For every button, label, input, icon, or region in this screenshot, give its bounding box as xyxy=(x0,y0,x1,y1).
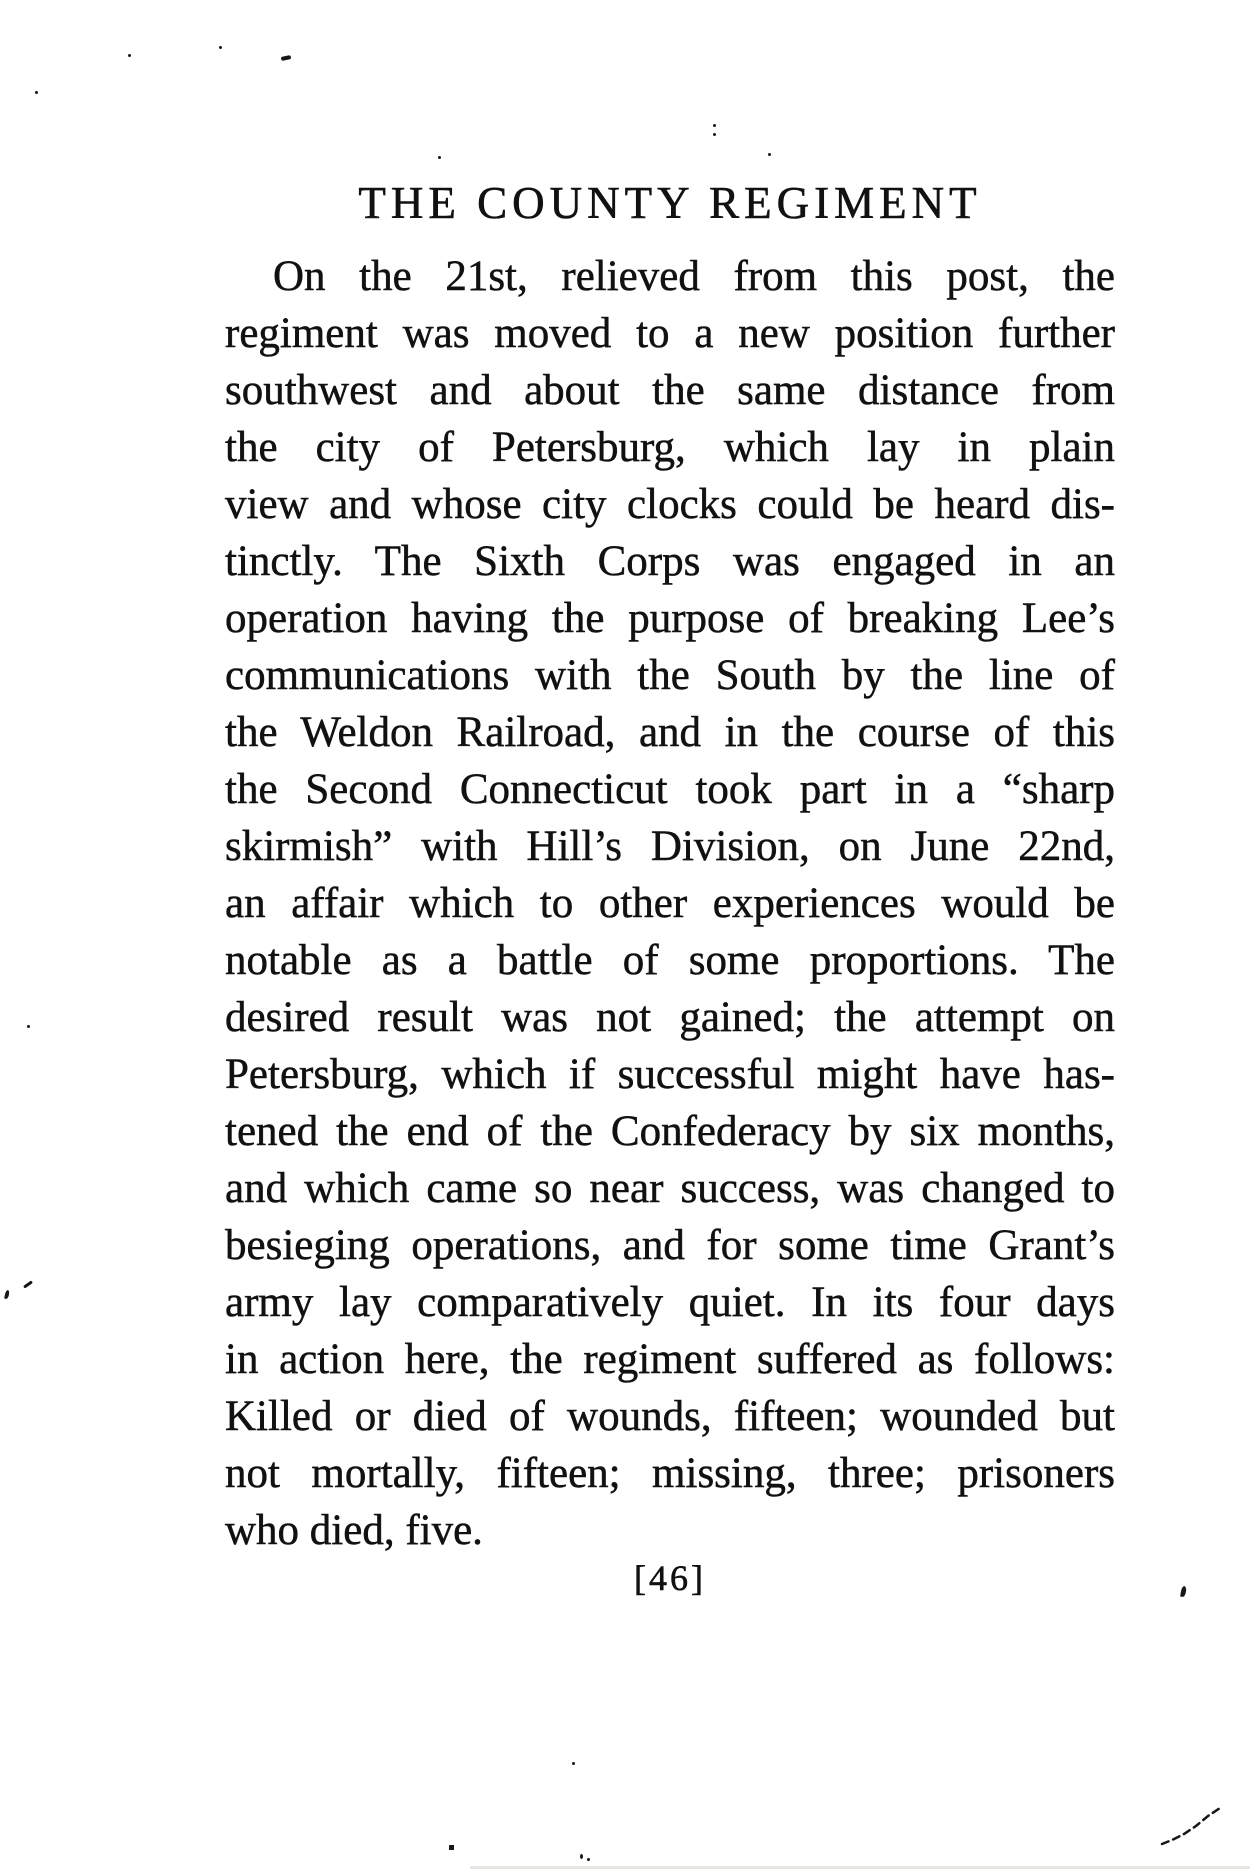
scan-speck xyxy=(4,1290,10,1300)
scan-speck xyxy=(1180,1586,1187,1598)
scan-speck xyxy=(713,124,716,127)
text-line: and which came so near success, was changed to xyxy=(225,1165,1115,1212)
scan-scratch-mark xyxy=(1158,1800,1228,1848)
scan-speck xyxy=(281,55,292,61)
text-line: not mortally, fifteen; missing, three; prisoners xyxy=(225,1450,1115,1497)
text-line: southwest and about the same distance from xyxy=(225,367,1115,414)
text-line: tened the end of the Confederacy by six months, xyxy=(225,1108,1115,1155)
scan-speck xyxy=(23,1280,33,1288)
scan-speck xyxy=(128,54,131,57)
text-line: On the 21st, relieved from this post, the xyxy=(273,253,1115,300)
scan-speck xyxy=(449,1845,454,1850)
text-line: communications with the South by the line of xyxy=(225,652,1115,699)
text-line: the Weldon Railroad, and in the course of this xyxy=(225,709,1115,756)
scan-speck xyxy=(580,1854,583,1859)
scan-speck xyxy=(768,153,771,156)
scan-speck xyxy=(27,1025,30,1028)
text-line: the Second Connecticut took part in a “sharp xyxy=(225,766,1115,813)
text-line: notable as a battle of some proportions. The xyxy=(225,937,1115,984)
text-line: Petersburg, which if successful might have has- xyxy=(225,1051,1115,1098)
text-line: in action here, the regiment suffered as follows: xyxy=(225,1336,1115,1383)
page-number: [46] xyxy=(634,1558,706,1598)
scan-edge-shadow xyxy=(470,1866,1250,1869)
scan-speck xyxy=(219,46,222,49)
text-line: besieging operations, and for some time Grant’s xyxy=(225,1222,1115,1269)
text-line: view and whose city clocks could be heard dis- xyxy=(225,481,1115,528)
text-line: tinctly. The Sixth Corps was engaged in an xyxy=(225,538,1115,585)
text-line: an affair which to other experiences would be xyxy=(225,880,1115,927)
text-line: who died, five. xyxy=(225,1507,483,1554)
text-line: skirmish” with Hill’s Division, on June 22nd, xyxy=(225,823,1115,870)
scan-speck xyxy=(587,1858,590,1861)
scan-speck xyxy=(572,1762,575,1765)
text-line: Killed or died of wounds, fifteen; wounded but xyxy=(225,1393,1115,1440)
scan-speck xyxy=(35,91,38,94)
scan-speck xyxy=(713,133,716,136)
text-line: army lay comparatively quiet. In its four days xyxy=(225,1279,1115,1326)
text-line: operation having the purpose of breaking Lee’s xyxy=(225,595,1115,642)
page-title: THE COUNTY REGIMENT xyxy=(358,178,982,228)
text-line: the city of Petersburg, which lay in plain xyxy=(225,424,1115,471)
text-line: regiment was moved to a new position further xyxy=(225,310,1115,357)
scan-speck xyxy=(438,156,441,159)
paragraph xyxy=(225,248,1115,1559)
text-line: desired result was not gained; the attempt on xyxy=(225,994,1115,1041)
